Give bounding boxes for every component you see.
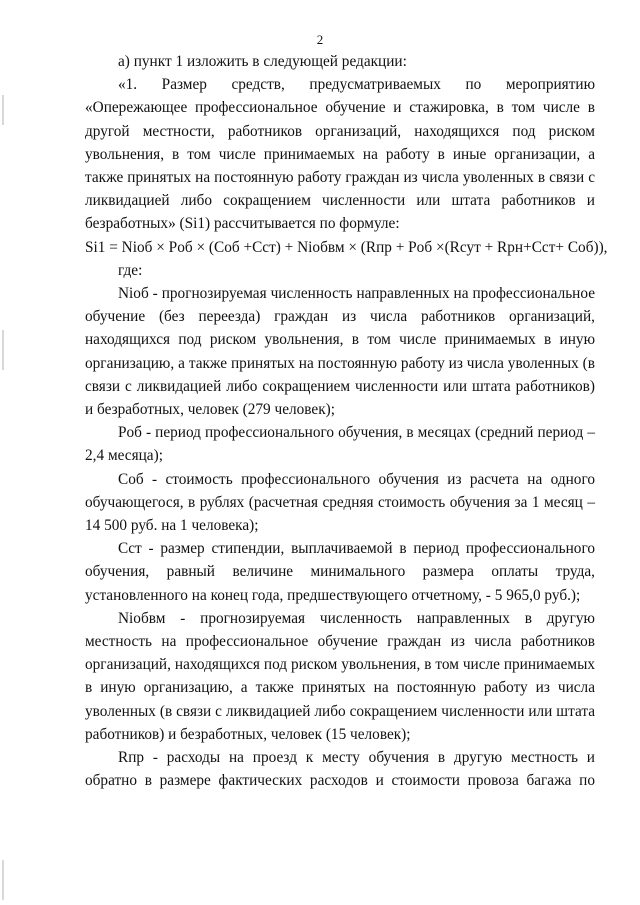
scan-edge-mark	[2, 330, 4, 370]
paragraph-where: где:	[118, 261, 143, 279]
definition-c-st: Cст - размер стипендии, выплачиваемой в период профессионального обучения, равный величине минимального размера оплаты труда, установленного на конец года, предшествующего отчетному, - 5 965,0 руб.);	[85, 540, 595, 604]
definition-p-ob: Poб - период профессионального обучения, в месяцах (средний период – 2,4 месяца);	[85, 424, 595, 465]
paragraph-intro: а) пункт 1 изложить в следующей редакции:	[118, 53, 407, 70]
scan-edge-mark	[2, 860, 4, 900]
definition-c-ob: Coб - стоимость профессионального обучения из расчета на одного обучающегося, в рублях (расчетная средняя стоимость обучения за 1 месяц – 14 500 руб. на 1 человека);	[85, 470, 595, 535]
page-number: 2	[316, 32, 324, 47]
paragraph-item-1: «1. Размер средств, предусматриваемых по мероприятию «Опережающее профессиональное обучение и стажировка, в том числе в другой местности, работников организаций, находящихся под риском увольнения, в том числе принимаемых на работу в иные организации, а также принятых на постоянную работу граждан из числа уволенных в связи с ликвидацией либо сокращением численности или штата работников и безработных» (Si1) рассчитывается по формуле:	[85, 76, 595, 233]
scan-edge-mark	[2, 95, 4, 125]
definition-r-pr: Rпр - расходы на проезд к месту обучения в другую местность и обратно в размере фактических расходов и стоимости провоза багажа по	[85, 749, 595, 790]
document-body	[85, 50, 608, 793]
definition-n-iobvm: Nioбвм - прогнозируемая численность направленных в другую местность на профессиональное обучение граждан из числа работников организаций, находящихся под риском увольнения, в том числе принимаемых в иную организацию, а также принятых на постоянную работу из числа уволенных (в связи с ликвидацией либо сокращением численности или штата работников) и безработных, человек (15 человек);	[85, 609, 595, 743]
formula: Si1 = Nioб × Poб × (Coб +Cст) + Nioбвм × (Rпр + Poб ×(Rсут + Rрн+Cст+ Coб)),	[85, 238, 608, 256]
definition-n-iob: Nioб - прогнозируемая численность направленных на профессиональное обучение (без переезда) граждан из числа работников организаций, находящихся под риском увольнения, в том числе принимаемых в иную организацию, а также принятых на постоянную работу из числа уволенных (в связи с ликвидацией либо сокращением численности или штата работников) и безработных, человек (279 человек);	[85, 285, 595, 419]
